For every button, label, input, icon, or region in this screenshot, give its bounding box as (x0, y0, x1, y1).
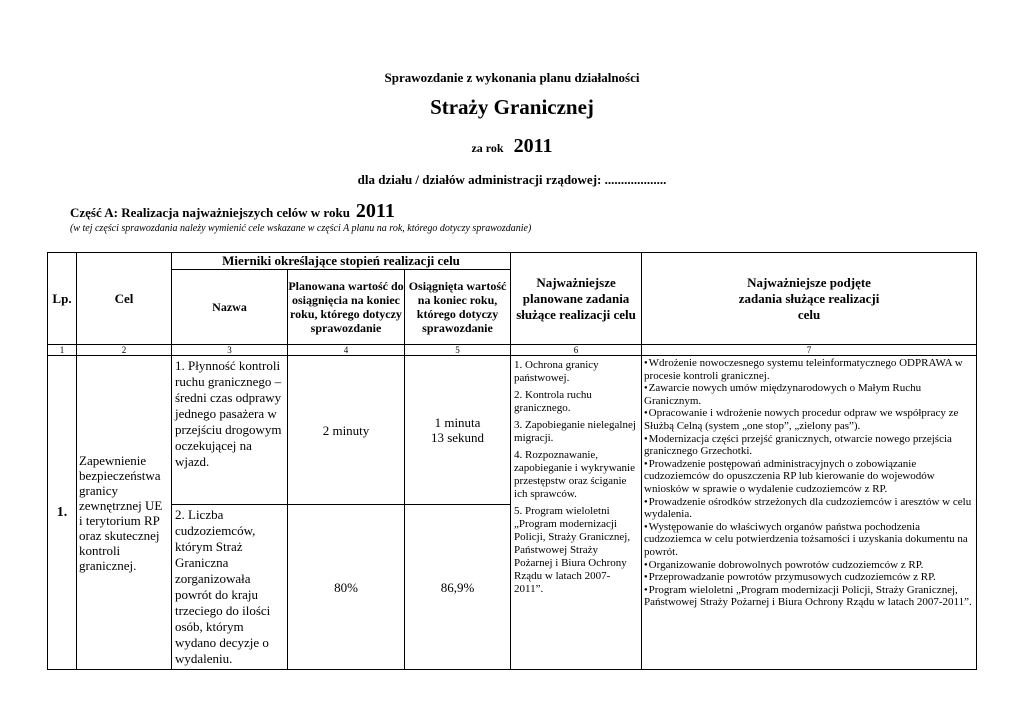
list-item: ● Przeprowadzanie powrotów przymusowych cudzoziemców z RP. (644, 571, 974, 584)
measure-achieved-1-line2: 13 sekund (430, 430, 485, 445)
year-label: za rok (471, 141, 504, 155)
measure-achieved-2-line1: 86,9% (440, 579, 475, 595)
header-cel: Cel (77, 253, 172, 345)
list-item: ● Prowadzenie ośrodków strzeżonych dla cudzoziemców i aresztów w celu wydalenia. (644, 496, 974, 521)
measure-achieved-1 (405, 356, 511, 505)
completed-tasks-list (642, 356, 977, 670)
list-item: ● Program wieloletni „Program modernizacji Policji, Straży Granicznej, Państwowej Straży Pożarnej i Biura Ochrony Rządu w latach 2007-2011”. (644, 584, 974, 609)
part-a-label: Część A: Realizacja najważniejszych celów w roku (70, 205, 350, 220)
column-number: 2 (77, 345, 172, 356)
list-item: 1. Ochrona granicy państwowej. (514, 359, 599, 384)
part-a-year: 2011 (355, 200, 395, 222)
column-number: 5 (405, 345, 511, 356)
list-item: ● Zawarcie nowych umów międzynarodowych o Małym Ruchu Granicznym. (644, 382, 974, 407)
planned-tasks-list (511, 356, 642, 670)
measure-planned-2: 80% (288, 505, 405, 670)
goals-table (47, 252, 977, 670)
list-item: ● Występowanie do właściwych organów państwa pochodzenia cudzoziemca w celu potwierdzenia tożsamości i uzyskania dokumentu na powrót. (644, 521, 974, 559)
list-item: ● Prowadzenie postępowań administracyjnych o zobowiązanie cudzoziemców do opuszczenia RP lub kierowanie do wojewodów wniosków w sprawie o wydalenie cudzoziemców z RP. (644, 458, 974, 496)
list-item: 3. Zapobieganie nielegalnej migracji. (514, 419, 636, 444)
institution-name: Straży Granicznej (430, 95, 594, 119)
list-item: ● Modernizacja części przejść granicznych, otwarcie nowego przejścia granicznego Grzechotki. (644, 433, 974, 458)
column-number: 3 (172, 345, 288, 356)
measure-name-1: 1. Płynność kontroli ruchu granicznego – średni czas odprawy jednego pasażera w przejściu drogowym oczekującej na wjazd. (172, 356, 288, 505)
part-a-note: (w tej części sprawozdania należy wymienić cele wskazane w części A planu na rok, którego dotyczy sprawozdanie) (70, 223, 532, 234)
table-row (48, 356, 977, 505)
column-number: 4 (288, 345, 405, 356)
list-item: 4. Rozpoznawanie, zapobieganie i wykrywanie przestępstw oraz ściganie ich sprawców. (514, 449, 635, 500)
list-item: 2. Kontrola ruchu granicznego. (514, 389, 592, 414)
header-row-1 (48, 253, 977, 270)
column-number-row (48, 345, 977, 356)
header-lp: Lp. (48, 253, 77, 345)
report-year-line (0, 135, 1024, 158)
header-planned-tasks: Najważniejsze planowane zadania służące realizacji celu (511, 253, 642, 345)
measure-name-2: 2. Liczba cudzoziemców, którym Straż Graniczna zorganizowała powrót do kraju trzeciego do ilości osób, którym wydano decyzje o wydaleniu. (172, 505, 288, 670)
part-a-title (70, 200, 395, 223)
column-number: 1 (48, 345, 77, 356)
measure-achieved-2 (405, 505, 511, 670)
header-nazwa: Nazwa (172, 270, 288, 345)
goal-text: Zapewnienie bezpieczeństwa granicy zewnętrznej UE i terytorium RP oraz skutecznej kontroli granicznej. (77, 356, 172, 670)
header-mierniki: Mierniki określające stopień realizacji celu (172, 253, 511, 270)
row-number: 1. (48, 356, 77, 670)
department-line: dla działu / działów administracji rządowej: ................... (357, 172, 667, 187)
measure-planned-1: 2 minuty (288, 356, 405, 505)
measure-achieved-1-line1: 1 minuta (434, 415, 481, 430)
header-planowana: Planowana wartość do osiągnięcia na koniec roku, którego dotyczy sprawozdanie (288, 270, 405, 345)
report-title-line: Sprawozdanie z wykonania planu działalności (384, 70, 640, 85)
list-item: ● Organizowanie dobrowolnych powrotów cudzoziemców z RP. (644, 559, 974, 572)
header-osiagnieta: Osiągnięta wartość na koniec roku, którego dotyczy sprawozdanie (405, 270, 511, 345)
header-completed-tasks: Najważniejsze podjęte zadania służące realizacji celu (642, 253, 977, 345)
column-number: 6 (511, 345, 642, 356)
list-item: ● Wdrożenie nowoczesnego systemu teleinformatycznego ODPRAWA w procesie kontroli granicznej. (644, 357, 974, 382)
list-item: ● Opracowanie i wdrożenie nowych procedur odpraw we współpracy ze Służbą Celną (system „one stop”, „zielony pas”). (644, 407, 974, 432)
column-number: 7 (642, 345, 977, 356)
report-year: 2011 (513, 135, 553, 157)
list-item: 5. Program wieloletni „Program modernizacji Policji, Straży Granicznej, Państwowej Straży Pożarnej i Biura Ochrony Rządu w latach 2007-2011”. (514, 505, 631, 595)
